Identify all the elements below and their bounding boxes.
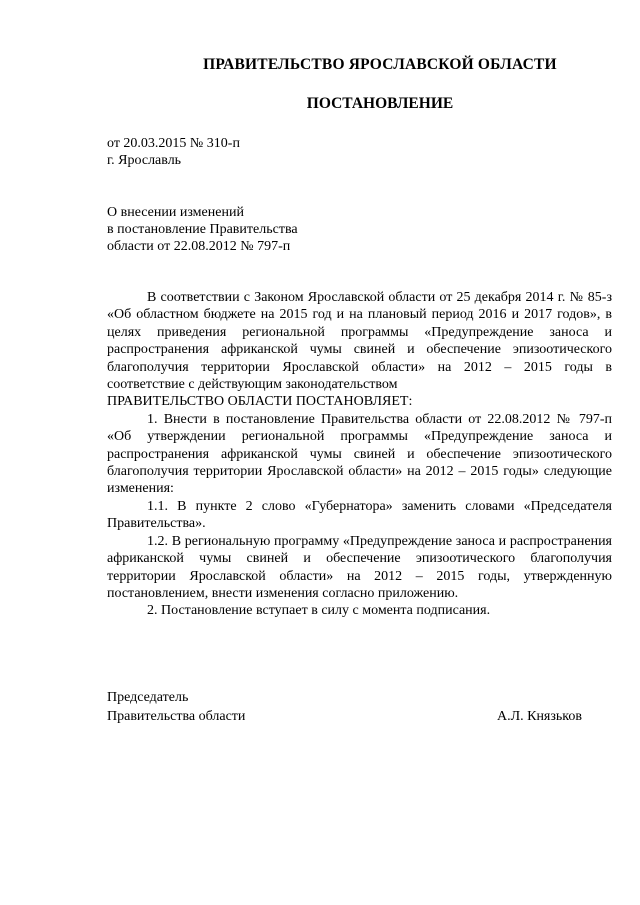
document-body <box>107 289 612 620</box>
subject-line-3: области от 22.08.2012 № 797-п <box>107 239 291 254</box>
subject-line-2: в постановление Правительства <box>107 222 298 237</box>
item-1-1-paragraph: 1.1. В пункте 2 слово «Губернатора» заменить словами «Председателя Правительства». <box>107 498 612 532</box>
resolves-heading: ПРАВИТЕЛЬСТВО ОБЛАСТИ ПОСТАНОВЛЯЕТ: <box>107 394 413 410</box>
preamble-paragraph: В соответствии с Законом Ярославской области от 25 декабря 2014 г. № 85-з «Об областном бюджете на 2015 год и на плановый период 2016 и 2017 годов», в целях приведения региональной программы «Предупреждение заноса и распространения африканской чумы свиней и обеспечение эпизоотического благополучия территории Ярославской области» на 2012 – 2015 годы в соответствие с действующим законодательством <box>107 290 612 393</box>
signatory-position-line-1: Председатель <box>107 690 189 705</box>
city: г. Ярославль <box>107 153 182 168</box>
government-title: ПРАВИТЕЛЬСТВО ЯРОСЛАВСКОЙ ОБЛАСТИ <box>203 56 557 73</box>
date-number: от 20.03.2015 № 310-п <box>107 136 240 151</box>
signatory-position-line-2: Правительства области <box>107 709 246 724</box>
item-1-2-paragraph: 1.2. В региональную программу «Предупреждение заноса и распространения африканской чумы свиней и обеспечение эпизоотического благополучия территории Ярославской области» на 2012 – 2015 годы, утвержденную постановлением, внести изменения согласно приложению. <box>107 533 612 601</box>
item-2-paragraph: 2. Постановление вступает в силу с момента подписания. <box>147 603 491 619</box>
signatory-position <box>107 688 245 726</box>
signatory-name: А.Л. Князьков <box>497 709 582 724</box>
document-type-title: ПОСТАНОВЛЕНИЕ <box>306 95 454 112</box>
subject-line-1: О внесении изменений <box>107 205 244 220</box>
item-1-paragraph: 1. Внести в постановление Правительства области от 22.08.2012 № 797-п «Об утверждении региональной программы «Предупреждение заноса и распространения африканской чумы свиней и обеспечение эпизоотического благополучия территории Ярославской области» на 2012 – 2015 годы» следующие изменения: <box>107 411 612 497</box>
